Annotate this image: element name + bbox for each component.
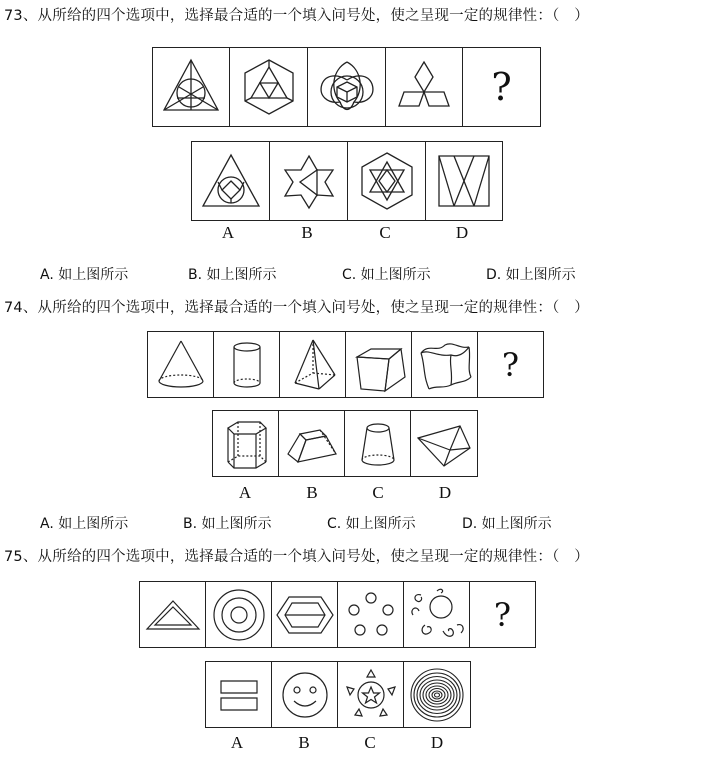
rectangle-x-icon <box>431 148 497 214</box>
six-point-star-icon <box>276 148 342 214</box>
q74-stem-cylinder <box>214 332 280 397</box>
star-in-circle-icon <box>341 665 401 725</box>
q74-option-c-figure[interactable] <box>345 411 411 476</box>
q75-stem-figure-1 <box>140 582 206 647</box>
q74-label-c: C <box>372 483 384 502</box>
two-rectangles-icon <box>209 665 269 725</box>
q73-stem-figure-3 <box>308 48 386 126</box>
q73-label-c: C <box>379 223 391 242</box>
nested-hexagons-icon <box>275 585 335 645</box>
cylinder-icon <box>217 335 277 395</box>
sun-swirls-icon <box>407 585 467 645</box>
q74-label-d: D <box>438 483 452 502</box>
wedge-solid-icon <box>414 414 474 474</box>
triangle-circle-icon <box>158 54 224 120</box>
q74-stem-row <box>147 331 544 398</box>
q73-answer-b[interactable]: B. 如上图所示 <box>188 267 277 283</box>
triangle-circle-diamond-icon <box>198 148 264 214</box>
cone-frustum-icon <box>348 414 408 474</box>
q75-options-row <box>205 661 471 728</box>
cone-icon <box>151 335 211 395</box>
five-circles-icon <box>341 585 401 645</box>
q75-option-d-figure[interactable] <box>404 662 470 727</box>
three-diamonds-icon <box>391 54 457 120</box>
q75-stem-row <box>139 581 536 648</box>
q73-answer-options <box>40 264 660 284</box>
q75-label-b: B <box>298 733 310 752</box>
q74-answer-d[interactable]: D. 如上图所示 <box>462 516 552 532</box>
q73-stem-row <box>152 47 541 127</box>
hexagon-star-icon <box>354 148 420 214</box>
q73-stem-figure-4 <box>386 48 463 126</box>
q74-option-d-figure[interactable] <box>411 411 477 476</box>
q73-stem-figure-1 <box>153 48 230 126</box>
q74-options-row <box>212 410 478 477</box>
q74-option-a-figure[interactable] <box>213 411 279 476</box>
q75-stem-figure-3 <box>272 582 338 647</box>
q74-stem-pyramid <box>280 332 346 397</box>
question-mark: ? <box>491 65 512 109</box>
q73-label-b: B <box>301 223 313 242</box>
trapezoid-prism-icon <box>349 335 409 395</box>
question-mark: ? <box>493 595 512 634</box>
q73-stem-figure-2 <box>230 48 308 126</box>
q73-option-c-figure[interactable] <box>348 142 426 220</box>
pyramid-icon <box>283 335 343 395</box>
smiley-face-icon <box>275 665 335 725</box>
q73-answer-c[interactable]: C. 如上图所示 <box>342 267 431 283</box>
hexagon-triangle-icon <box>236 54 302 120</box>
q73-question-cell <box>463 48 540 126</box>
q75-stem-figure-5 <box>404 582 470 647</box>
q73-label-a: A <box>221 223 235 242</box>
question-73-title: 73、从所给的四个选项中，选择最合适的一个填入问号处，使之呈现一定的规律性：（ ） <box>4 8 589 24</box>
q74-label-b: B <box>306 483 318 502</box>
q75-option-c-figure[interactable] <box>338 662 404 727</box>
q73-label-d: D <box>455 223 469 242</box>
q73-answer-d[interactable]: D. 如上图所示 <box>486 267 576 283</box>
hexagonal-prism-icon <box>216 414 276 474</box>
q75-question-cell <box>470 582 535 647</box>
nested-triangles-icon <box>143 585 203 645</box>
q75-label-d: D <box>430 733 444 752</box>
q74-option-b-figure[interactable] <box>279 411 345 476</box>
q73-option-d-figure[interactable] <box>426 142 502 220</box>
q73-answer-a[interactable]: A. 如上图所示 <box>40 267 129 283</box>
q75-option-a-figure[interactable] <box>206 662 272 727</box>
q75-stem-figure-4 <box>338 582 404 647</box>
question-74-title: 74、从所给的四个选项中，选择最合适的一个填入问号处，使之呈现一定的规律性：（ ） <box>4 300 589 316</box>
q74-answer-options <box>40 513 660 533</box>
q74-question-cell <box>478 332 543 397</box>
q74-answer-a[interactable]: A. 如上图所示 <box>40 516 129 532</box>
spiral-ovals-icon <box>407 665 467 725</box>
concentric-circles-icon <box>209 585 269 645</box>
q73-option-a-figure[interactable] <box>192 142 270 220</box>
q74-answer-b[interactable]: B. 如上图所示 <box>183 516 272 532</box>
trefoil-cube-icon <box>314 54 380 120</box>
q74-stem-cone <box>148 332 214 397</box>
q74-stem-curved-solid <box>412 332 478 397</box>
frustum-prism-icon <box>282 414 342 474</box>
q73-options-row <box>191 141 503 221</box>
q74-label-a: A <box>238 483 252 502</box>
q75-label-c: C <box>364 733 376 752</box>
q74-stem-prism <box>346 332 412 397</box>
q75-label-a: A <box>230 733 244 752</box>
q75-option-b-figure[interactable] <box>272 662 338 727</box>
question-mark: ? <box>501 345 520 384</box>
q74-answer-c[interactable]: C. 如上图所示 <box>327 516 416 532</box>
curved-solid-icon <box>415 335 475 395</box>
question-75-title: 75、从所给的四个选项中，选择最合适的一个填入问号处，使之呈现一定的规律性：（ ） <box>4 549 589 565</box>
q73-option-b-figure[interactable] <box>270 142 348 220</box>
q75-stem-figure-2 <box>206 582 272 647</box>
